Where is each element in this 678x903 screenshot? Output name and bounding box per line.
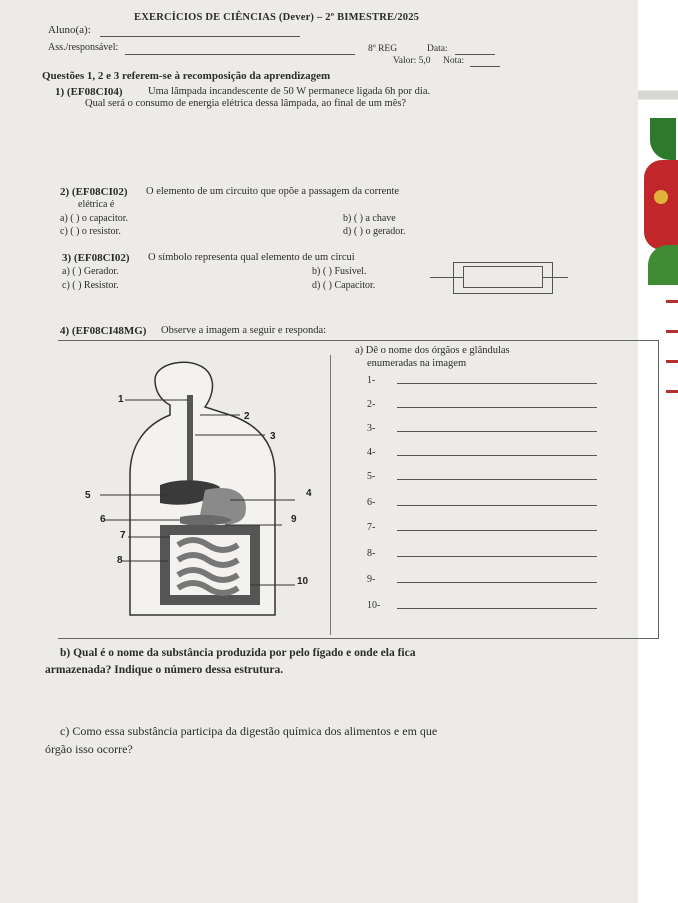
- digestive-system-illustration: [60, 355, 330, 635]
- answer-item-8: 8-: [367, 548, 376, 559]
- answer-item-3: 3-: [367, 423, 376, 434]
- diagram-number-5: 5: [85, 490, 91, 501]
- answer-line-10[interactable]: [397, 608, 597, 609]
- q1-code: 1) (EF08CI04): [55, 86, 123, 98]
- worksheet-title: EXERCÍCIOS DE CIÊNCIAS (Dever) – 2º BIMESTRE/2025: [134, 12, 420, 23]
- q4-code: 4) (EF08CI48MG): [60, 325, 147, 337]
- answer-item-7: 7-: [367, 522, 376, 533]
- flower-shape: [644, 160, 678, 250]
- answer-line-9[interactable]: [397, 582, 597, 583]
- diagram-number-1: 1: [118, 394, 124, 405]
- answer-line-2[interactable]: [397, 407, 597, 408]
- intro-text: Questões 1, 2 e 3 referem-se à recomposição da aprendizagem: [42, 70, 331, 82]
- diagram-number-2: 2: [244, 411, 250, 422]
- capacitor-symbol-inner: [463, 266, 543, 288]
- answer-line-7[interactable]: [397, 530, 597, 531]
- q4-part-b-line2: armazenada? Indique o número dessa estrutura.: [45, 664, 284, 676]
- diagram-number-9: 9: [291, 514, 297, 525]
- q3-option-d[interactable]: d) ( ) Capacitor.: [312, 280, 376, 291]
- leaf-shape: [648, 245, 678, 285]
- fabric-stripe: [666, 300, 678, 303]
- q4-text: Observe a imagem a seguir e responda:: [161, 325, 327, 336]
- answer-line-4[interactable]: [397, 455, 597, 456]
- q2-option-d[interactable]: d) ( ) o gerador.: [343, 226, 406, 237]
- student-name-line: [100, 36, 300, 37]
- q3-code: 3) (EF08CI02): [62, 252, 130, 264]
- answer-line-1[interactable]: [397, 383, 597, 384]
- value-label: Valor: 5,0: [393, 56, 431, 66]
- q1-text-line1: Uma lâmpada incandescente de 50 W permanece ligada 6h por dia.: [148, 86, 431, 97]
- q2-option-a[interactable]: a) ( ) o capacitor.: [60, 213, 129, 224]
- q2-option-b[interactable]: b) ( ) a chave: [343, 213, 396, 224]
- q4-part-a-line1: a) Dê o nome dos órgãos e glândulas: [355, 345, 510, 356]
- q2-text-line1: O elemento de um circuito que opõe a passagem da corrente: [146, 186, 400, 197]
- q2-code: 2) (EF08CI02): [60, 186, 128, 198]
- grade-label: 8º REG: [368, 44, 398, 54]
- q3-option-a[interactable]: a) ( ) Gerador.: [62, 266, 119, 277]
- guardian-signature-line: [125, 54, 355, 55]
- flower-center: [654, 190, 668, 204]
- fabric-stripe: [666, 390, 678, 393]
- q2-text-line2: elétrica é: [78, 199, 115, 210]
- q4-part-c-line2: órgão isso ocorre?: [45, 742, 133, 756]
- fabric-stripe: [666, 360, 678, 363]
- answer-item-4: 4-: [367, 447, 376, 458]
- score-line: [470, 66, 500, 67]
- q3-option-c[interactable]: c) ( ) Resistor.: [62, 280, 119, 291]
- score-label: Nota:: [443, 56, 465, 66]
- answer-item-9: 9-: [367, 574, 376, 585]
- answer-line-3[interactable]: [397, 431, 597, 432]
- diagram-number-4: 4: [306, 488, 312, 499]
- answer-line-6[interactable]: [397, 505, 597, 506]
- q4-part-b-line1: b) Qual é o nome da substância produzida por pelo fígado e onde ela fica: [60, 647, 416, 659]
- q2-option-c[interactable]: c) ( ) o resistor.: [60, 226, 121, 237]
- q4-part-a-line2: enumeradas na imagem: [367, 358, 467, 369]
- diagram-number-7: 7: [120, 530, 126, 541]
- fabric-stripe: [666, 330, 678, 333]
- answer-item-6: 6-: [367, 497, 376, 508]
- leaf-shape: [650, 118, 676, 160]
- answer-item-10: 10-: [367, 600, 381, 611]
- digestive-system-figure: [60, 355, 331, 635]
- date-label: Data:: [427, 44, 448, 54]
- answer-item-5: 5-: [367, 471, 376, 482]
- q3-option-b[interactable]: b) ( ) Fusível.: [312, 266, 367, 277]
- answer-item-2: 2-: [367, 399, 376, 410]
- q1-text-line2: Qual será o consumo de energia elétrica dessa lâmpada, ao final de um mês?: [85, 98, 407, 109]
- student-label: Aluno(a):: [48, 24, 91, 36]
- answer-line-5[interactable]: [397, 479, 597, 480]
- diagram-number-8: 8: [117, 555, 123, 566]
- q4-part-c-line1: c) Como essa substância participa da digestão química dos alimentos e em que: [60, 724, 438, 738]
- answer-line-8[interactable]: [397, 556, 597, 557]
- date-line: [455, 54, 495, 55]
- diagram-number-6: 6: [100, 514, 106, 525]
- q3-text-line1: O símbolo representa qual elemento de um circui: [148, 252, 355, 263]
- diagram-number-10: 10: [297, 576, 309, 587]
- diagram-number-3: 3: [270, 431, 276, 442]
- answer-item-1: 1-: [367, 375, 376, 386]
- guardian-label: Ass./responsável:: [48, 42, 119, 53]
